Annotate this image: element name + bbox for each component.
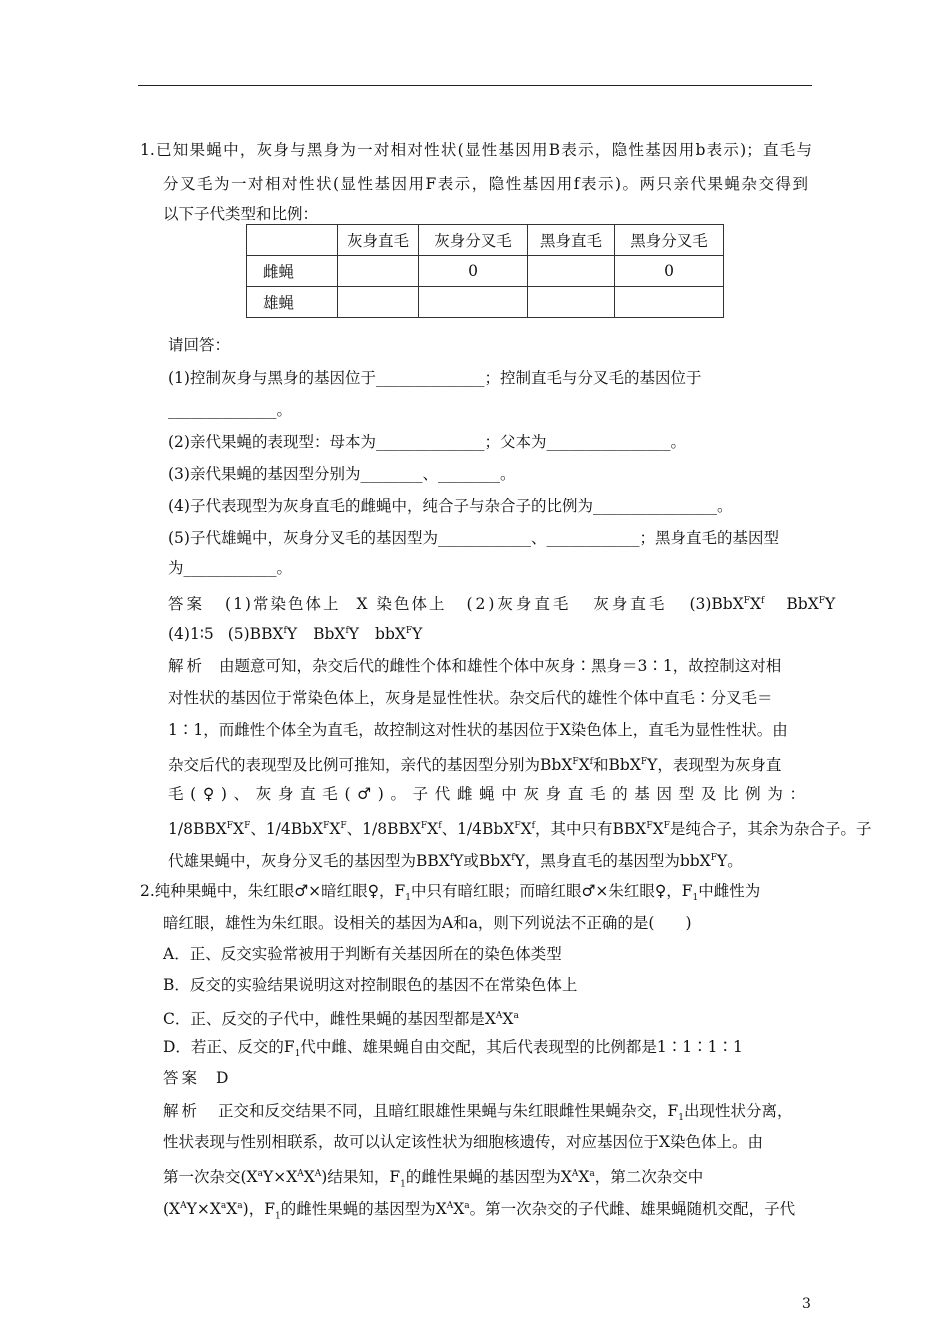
q1-analysis-line-7: 代雄果蝇中，灰身分叉毛的基因型为BBX$^f$Y或BbX$^f$Y，黑身直毛的基因型为bbX$^F$Y。 <box>168 852 743 871</box>
header-rule <box>138 85 812 86</box>
answer-part: (5)BBX <box>227 625 284 644</box>
answer-value: D <box>216 1069 229 1087</box>
q1-analysis-line-4: 杂交后代的表现型及比例可推知，亲代的基因型分别为$BbX^FX^f$和BbX$^F$Y，表现型为灰身直 <box>168 756 782 775</box>
q2-stem-line-1: 2.纯种果蝇中，朱红眼♂×暗红眼♀，$F_1$中只有暗红眼；而暗红眼♂×朱红眼♀，$F_1$中雌性为 <box>140 882 761 904</box>
q1-subq-5-cont: 为____________。 <box>168 559 293 577</box>
table-cell: 雄蝇 <box>247 287 338 318</box>
q1-subq-4: (4)子代表现型为灰身直毛的雌蝇中，纯合子与杂合子的比例为________________。 <box>168 497 733 515</box>
offspring-table <box>246 224 724 318</box>
answer-part: (4)1∶5 <box>168 625 214 644</box>
q1-analysis-line-1 <box>168 655 781 677</box>
table-cell: 雌蝇 <box>247 256 338 287</box>
answer-part: BbX <box>786 595 819 614</box>
table-row <box>247 256 724 287</box>
q1-prompt: 请回答： <box>168 336 231 354</box>
q1-answer-line-2 <box>168 620 422 645</box>
q2-answer <box>163 1067 228 1089</box>
q1-stem-line-1: 1.已知果蝇中，灰身与黑身为一对相对性状(显性基因用B表示，隐性基因用b表示)；直毛与 <box>140 141 812 159</box>
answer-part: (2)灰身直毛 <box>466 595 572 614</box>
answer-part: X <box>750 595 762 614</box>
q1-subq-2: (2)亲代果蝇的表现型：母本为______________；父本为________________。 <box>168 433 686 451</box>
q1-analysis-line-2: 对性状的基因位于常染色体上，灰身是显性性状。杂交后代的雄性个体中直毛∶分叉毛＝ <box>168 689 773 707</box>
q2-stem-line-2: 暗红眼，雄性为朱红眼。设相关的基因为A和a，则下列说法不正确的是( ) <box>163 914 692 932</box>
answer-sup: f <box>345 626 349 636</box>
q1-subq-1-cont: ______________。 <box>168 401 293 419</box>
answer-part: Y <box>348 625 360 644</box>
analysis-text: 由题意可知，杂交后代的雌性个体和雄性个体中灰身∶黑身＝3∶1，故控制这对相 <box>219 657 782 675</box>
answer-sup: F <box>743 596 750 606</box>
q1-subq-5: (5)子代雄蝇中，灰身分叉毛的基因型为____________、____________；黑身直毛的基因型 <box>168 529 779 547</box>
q2-analysis-line-1: 解析 正交和反交结果不同，且暗红眼雄性果蝇与朱红眼雌性果蝇杂交，$F_1$出现性状分离， <box>163 1102 793 1124</box>
q2-option-a: A．正、反交实验常被用于判断有关基因所在的染色体类型 <box>163 945 562 963</box>
q2-analysis-line-3: 第一次杂交$(X^aY\times X^AX^A)$结果知，$F_1$的雌性果蝇的基因型为$X^AX^a$，第二次杂交中 <box>163 1168 704 1190</box>
answer-label: 答案 <box>163 1069 201 1087</box>
answer-part: 灰身直毛 <box>593 595 668 614</box>
answer-sup: F <box>818 596 825 606</box>
table-cell <box>528 287 615 318</box>
analysis-label: 解析 <box>163 1102 201 1120</box>
q1-stem-line-3: 以下子代类型和比例： <box>163 205 319 223</box>
table-cell <box>419 287 528 318</box>
q2-option-d: D．若正、反交的$F_1$代中雌、雄果蝇自由交配，其后代表现型的比例都是1∶1∶1∶1 <box>163 1038 743 1060</box>
table-header-row <box>247 225 724 256</box>
table-cell <box>615 287 724 318</box>
answer-sup: f <box>761 596 765 606</box>
table-header-cell: 黑身直毛 <box>528 225 615 256</box>
q2-option-c: C．正、反交的子代中，雌性果蝇的基因型都是$X^AX^a$ <box>163 1010 519 1029</box>
table-cell <box>528 256 615 287</box>
table-header-cell: 灰身分叉毛 <box>419 225 528 256</box>
q1-subq-1: (1)控制灰身与黑身的基因位于______________；控制直毛与分叉毛的基因位于 <box>168 369 702 387</box>
table-header-cell: 黑身分叉毛 <box>615 225 724 256</box>
answer-part: Y <box>286 625 298 644</box>
answer-part: bbX <box>375 625 406 644</box>
table-header-cell: 灰身直毛 <box>338 225 419 256</box>
answer-label: 答案 <box>168 595 206 614</box>
answer-part: Y <box>412 625 423 644</box>
table-cell <box>338 256 419 287</box>
answer-part: BbX <box>313 625 346 644</box>
answer-part: X 染色体上 <box>356 595 447 614</box>
q2-analysis-line-4: $(X^AY\times X^aX^a)$，$F_1$的雌性果蝇的基因型为$X^AX^a$。第一次杂交的子代雌、雄果蝇随机交配，子代 <box>163 1200 796 1222</box>
table-row <box>247 287 724 318</box>
q1-subq-3: (3)亲代果蝇的基因型分别为________、________。 <box>168 465 516 483</box>
analysis-label: 解析 <box>168 657 206 675</box>
table-cell <box>338 287 419 318</box>
answer-part: (3)BbX <box>689 595 744 614</box>
answer-part: (1)常染色体上 <box>225 595 341 614</box>
q1-analysis-line-3: 1∶1，而雌性个体全为直毛，故控制这对性状的基因位于X染色体上，直毛为显性性状。由 <box>168 721 788 739</box>
q1-stem-line-2: 分叉毛为一对相对性状(显性基因用F表示，隐性基因用f表示)。两只亲代果蝇杂交得到 <box>163 175 808 193</box>
table-cell: 0 <box>615 256 724 287</box>
answer-part: Y <box>825 595 836 614</box>
q2-analysis-line-2: 性状表现与性别相联系，故可以认定该性状为细胞核遗传，对应基因位于X染色体上。由 <box>163 1133 764 1151</box>
table-cell: 0 <box>419 256 528 287</box>
q2-option-b: B．反交的实验结果说明这对控制眼色的基因不在常染色体上 <box>163 976 578 994</box>
table-header-cell <box>247 225 338 256</box>
q1-analysis-line-5: 毛(♀)、灰身直毛(♂)。子代雌蝇中灰身直毛的基因型及比例为： <box>168 785 805 803</box>
q1-answer-line-1 <box>168 590 835 615</box>
page-number: 3 <box>802 1296 811 1312</box>
answer-sup: F <box>405 626 413 636</box>
q1-analysis-line-6: $1/8BBX^FX^F$、$1/4BbX^FX^F$、$1/8BBX^FX^f$、$1/4BbX^FX^f$，其中只有$BBX^FX^F$是纯合子，其余为杂合子。子 <box>168 820 872 839</box>
answer-sup: f <box>283 626 287 636</box>
